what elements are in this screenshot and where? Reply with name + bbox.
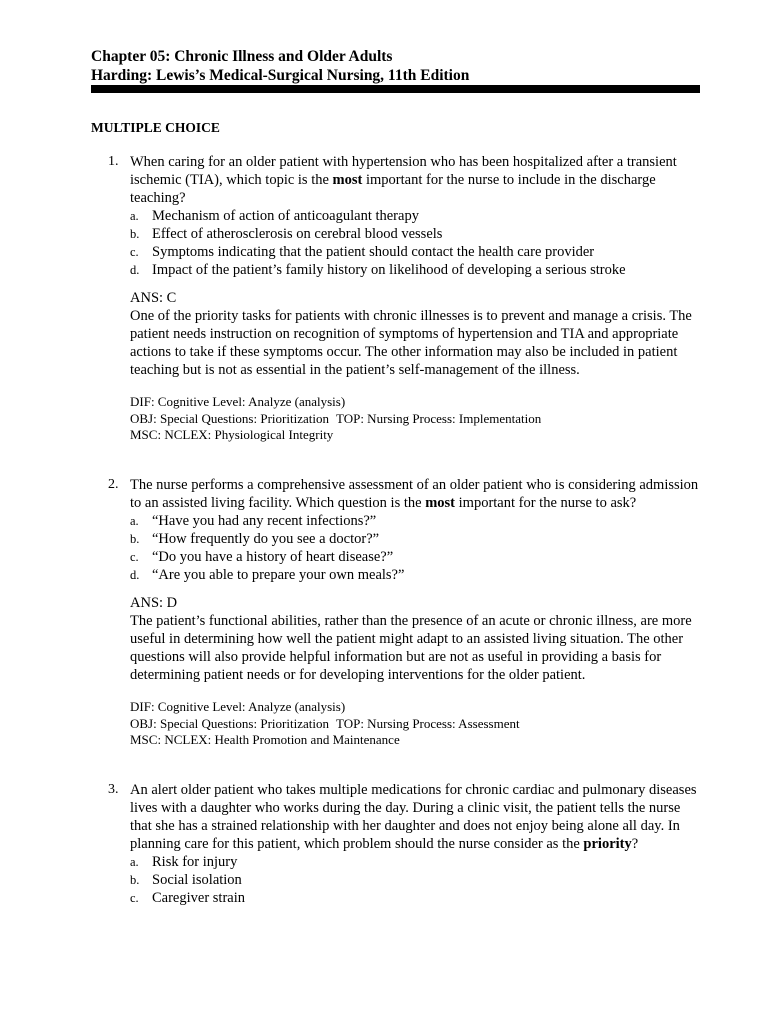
- option-list: [130, 512, 701, 584]
- option-b: b. Social isolation: [130, 872, 242, 888]
- option-b: b. “How frequently do you see a doctor?”: [130, 531, 380, 547]
- question-number: 1.: [108, 154, 119, 169]
- section-heading: MULTIPLE CHOICE: [91, 120, 220, 135]
- metadata-block: [130, 699, 701, 749]
- answer-block: [130, 594, 700, 684]
- question-number: 2.: [108, 477, 119, 492]
- option-a: a. “Have you had any recent infections?”: [130, 513, 377, 529]
- msc-line: MSC: NCLEX: Health Promotion and Maintenance: [130, 732, 400, 747]
- rationale: One of the priority tasks for patients with chronic illnesses is to prevent and manage a crisis. The patient needs instruction on recognition of symptoms of hypertension and TIA and appropriate actions to take if these symptoms occur. The other information may also be included in patient teaching but is not as essential in the patient’s self-management of the illness.: [130, 308, 692, 378]
- question-2: [91, 476, 701, 749]
- answer-key: ANS: C: [130, 290, 177, 306]
- question-stem: The nurse performs a comprehensive assessment of an older patient who is considering admission to an assisted living facility. Which question is the most important for the nurse to ask?: [130, 477, 699, 511]
- question-stem: An alert older patient who takes multiple medications for chronic cardiac and pulmonary diseases lives with a daughter who works during the day. During a clinic visit, the patient tells the nurse that she has a strained relationship with her daughter and does not enjoy being alone all day. In planning care for this patient, which problem should the nurse consider as the priority?: [130, 782, 697, 852]
- msc-line: MSC: NCLEX: Physiological Integrity: [130, 427, 334, 442]
- top-line: TOP: Nursing Process: Assessment: [336, 715, 520, 731]
- option-c: c. Symptoms indicating that the patient should contact the health care provider: [130, 244, 595, 260]
- option-c: c. Caregiver strain: [130, 890, 246, 906]
- answer-block: [130, 289, 700, 379]
- top-line: TOP: Nursing Process: Implementation: [336, 410, 542, 426]
- dif-line: DIF: Cognitive Level: Analyze (analysis): [130, 394, 346, 409]
- option-d: d. “Are you able to prepare your own meals?”: [130, 567, 405, 583]
- answer-key: ANS: D: [130, 595, 178, 611]
- option-d: d. Impact of the patient’s family history on likelihood of developing a serious stroke: [130, 262, 626, 278]
- chapter-title: Chapter 05: Chronic Illness and Older Adults: [91, 48, 393, 65]
- option-a: a. Risk for injury: [130, 854, 238, 870]
- question-number: 3.: [108, 782, 119, 797]
- question-1: [91, 153, 701, 444]
- obj-line: OBJ: Special Questions: Prioritization: [130, 715, 329, 731]
- document-header: [91, 47, 701, 85]
- option-list: [130, 853, 701, 907]
- option-list: [130, 207, 701, 279]
- dif-line: DIF: Cognitive Level: Analyze (analysis): [130, 699, 346, 714]
- header-rule: [91, 85, 700, 93]
- obj-line: OBJ: Special Questions: Prioritization: [130, 410, 329, 426]
- question-3: [91, 781, 701, 907]
- option-b: b. Effect of atherosclerosis on cerebral blood vessels: [130, 226, 443, 242]
- book-title: Harding: Lewis’s Medical-Surgical Nursing, 11th Edition: [91, 67, 470, 84]
- question-stem: When caring for an older patient with hypertension who has been hospitalized after a transient ischemic (TIA), which topic is the most important for the nurse to include in the discharge teaching?: [130, 154, 677, 206]
- metadata-block: [130, 394, 701, 444]
- option-a: a. Mechanism of action of anticoagulant therapy: [130, 208, 419, 224]
- rationale: The patient’s functional abilities, rather than the presence of an acute or chronic illness, are more useful in determining how well the patient might adapt to an assisted living situation. The other questions will also provide helpful information but are not as useful in providing a basis for determining patient needs or for developing interventions for the older patient.: [130, 613, 692, 683]
- option-c: c. “Do you have a history of heart disease?”: [130, 549, 394, 565]
